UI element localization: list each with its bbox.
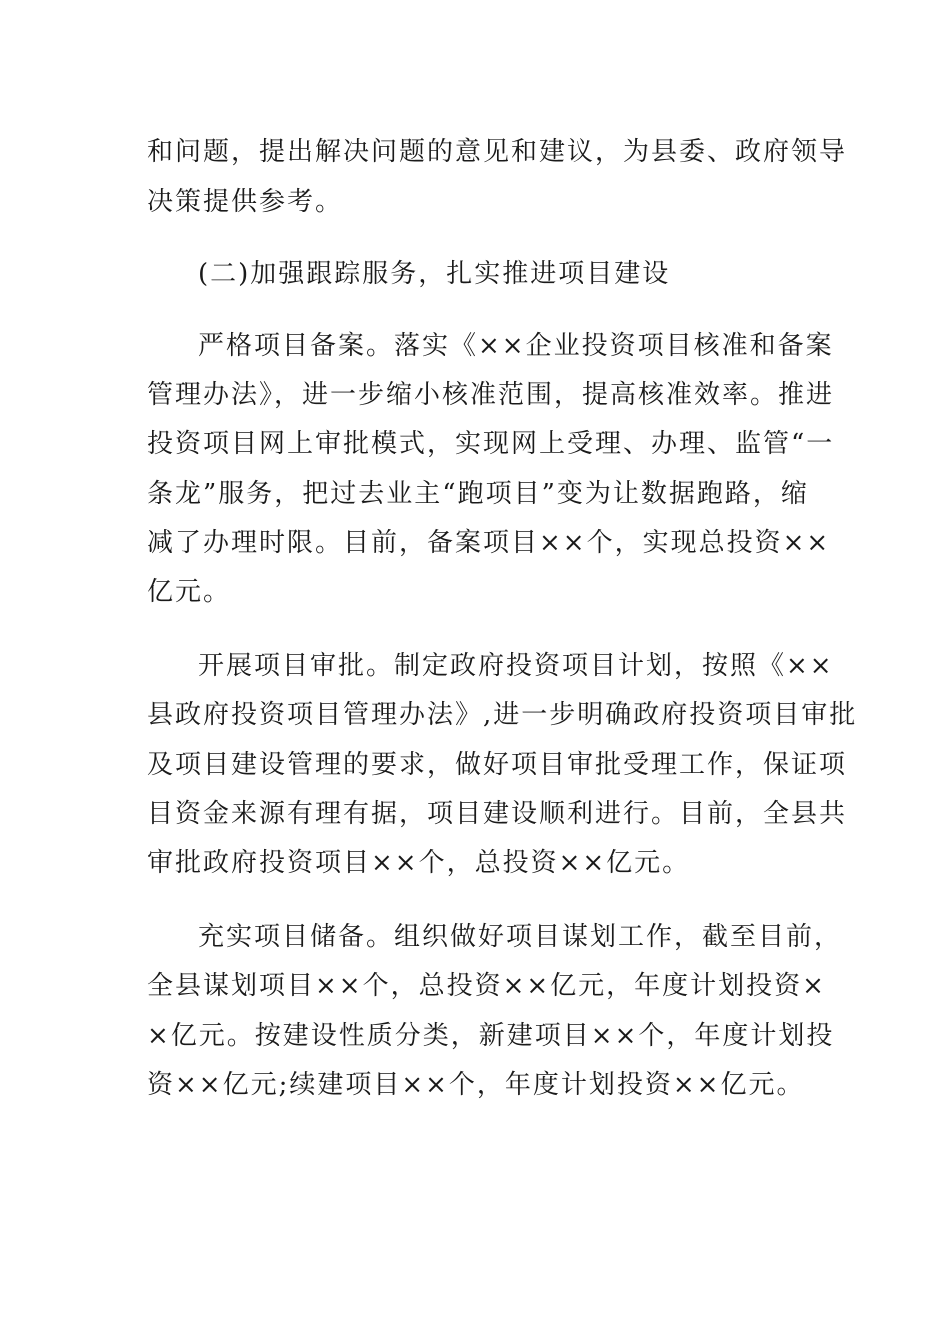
paragraph-line: 减了办理时限。目前，备案项目××个，实现总投资×× — [147, 528, 831, 558]
paragraph-line: 充实项目储备。组织做好项目谋划工作，截至目前， — [198, 922, 843, 952]
paragraph-line: 亿元。 — [147, 577, 232, 607]
paragraph-line: 严格项目备案。落实《××企业投资项目核准和备案 — [198, 331, 834, 361]
paragraph-line: 管理办法》，进一步缩小核准范围，提高核准效率。推进 — [147, 380, 835, 410]
paragraph-line: 及项目建设管理的要求，做好项目审批受理工作，保证项 — [147, 750, 848, 780]
paragraph-line: 县政府投资项目管理办法》,进一步明确政府投资项目审批 — [147, 700, 858, 730]
paragraph-line: 资××亿元;续建项目××个，年度计划投资××亿元。 — [147, 1070, 805, 1100]
paragraph-line: 全县谋划项目××个，总投资××亿元，年度计划投资× — [147, 971, 826, 1001]
paragraph-line: 条龙”服务，把过去业主“跑项目”变为让数据跑路，缩 — [147, 479, 809, 509]
paragraph-line: 决策提供参考。 — [147, 187, 344, 217]
section-heading: (二)加强跟踪服务，扎实推进项目建设 — [198, 259, 671, 289]
paragraph-line: 投资项目网上审批模式，实现网上受理、办理、监管“一 — [147, 429, 835, 459]
paragraph-line: 目资金来源有理有据，项目建设顺利进行。目前，全县共 — [147, 799, 848, 829]
paragraph-line: ×亿元。按建设性质分类，新建项目××个，年度计划投 — [147, 1021, 835, 1051]
paragraph-line: 和问题，提出解决问题的意见和建议，为县委、政府领导 — [147, 137, 848, 167]
paragraph-line: 审批政府投资项目××个，总投资××亿元。 — [147, 848, 691, 878]
paragraph-line: 开展项目审批。制定政府投资项目计划，按照《×× — [198, 651, 834, 681]
